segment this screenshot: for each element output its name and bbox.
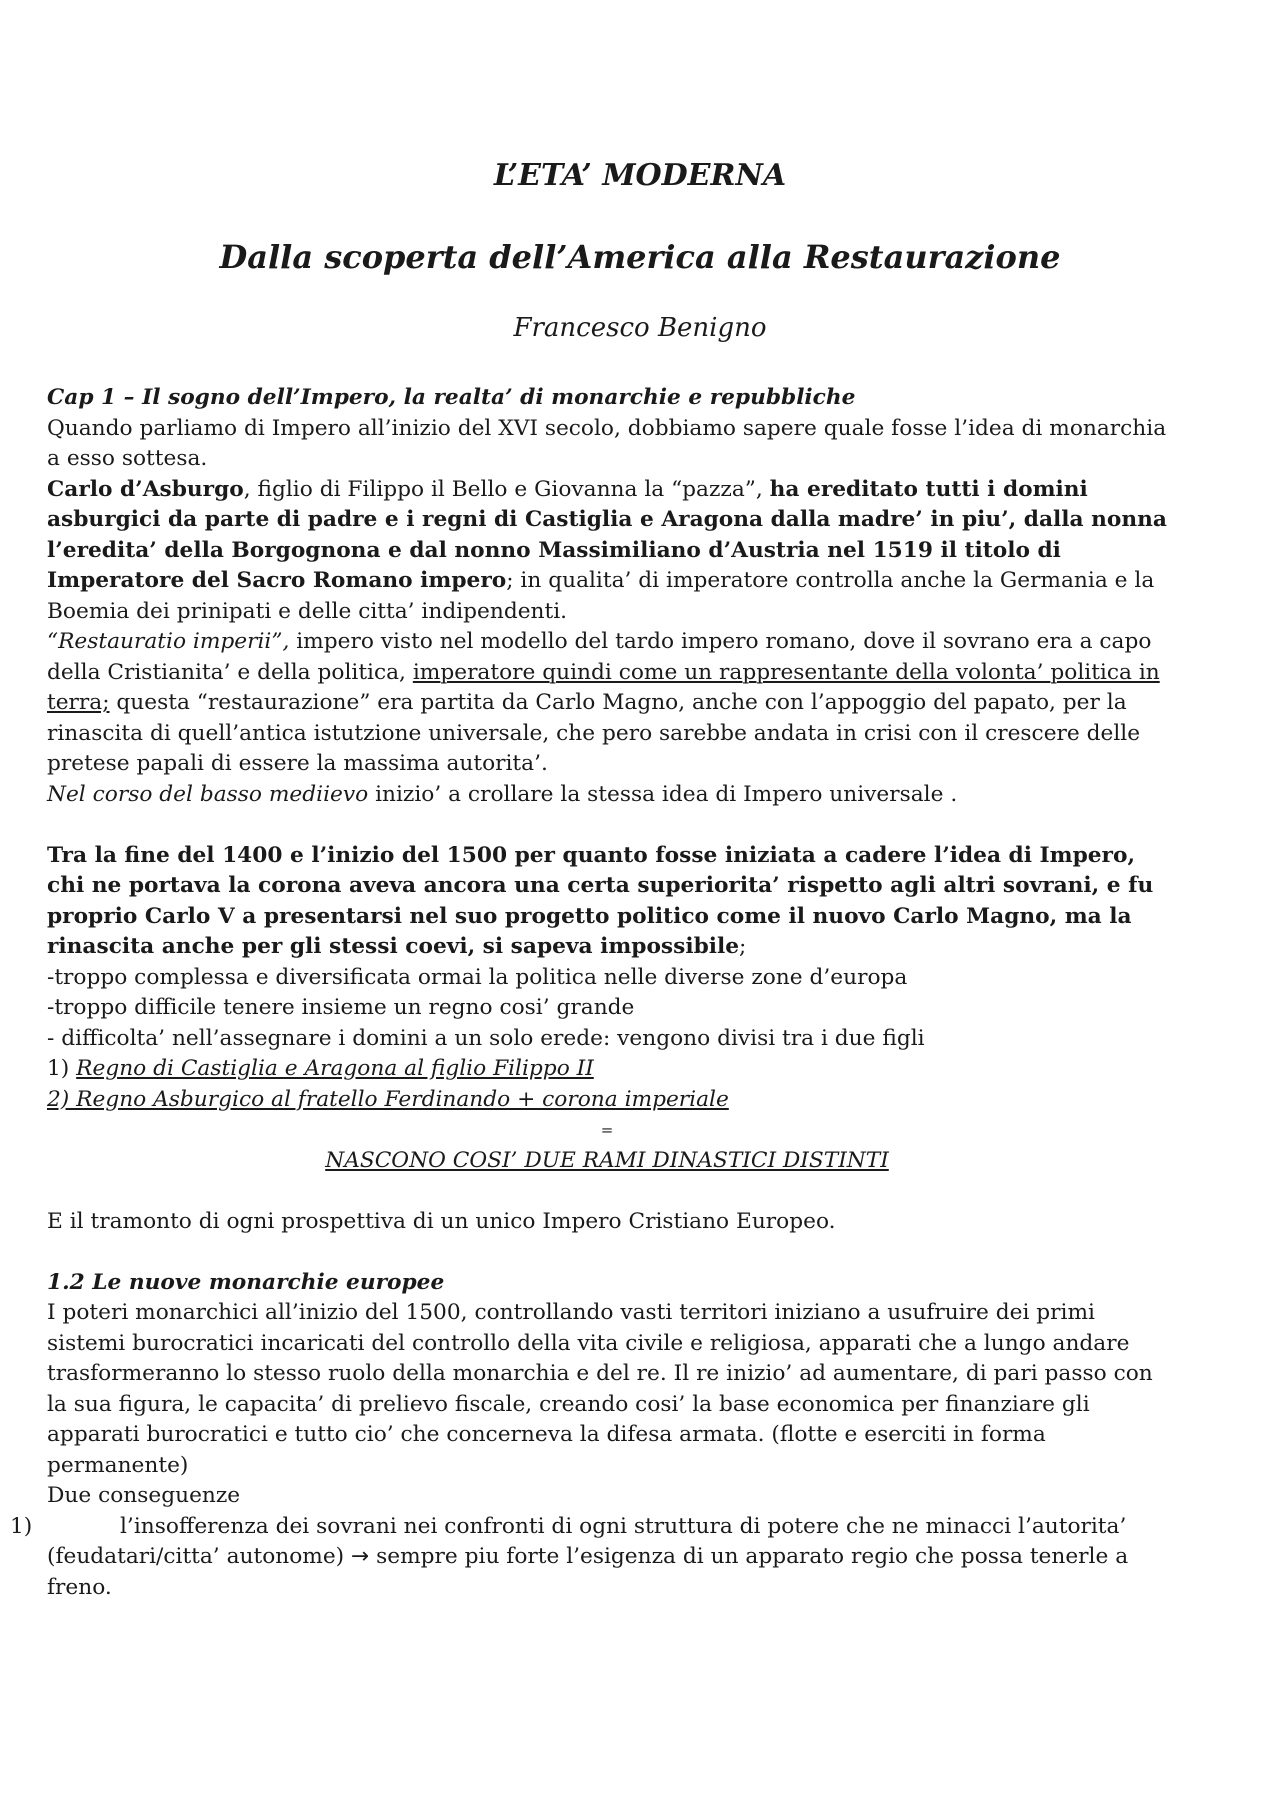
- chapter-heading: Cap 1 – Il sogno dell’Impero, la realta’ di monarchie e repubbliche: [47, 385, 856, 410]
- equals-sign: =: [600, 1121, 614, 1139]
- paragraph-basso-medioevo: [47, 780, 1167, 811]
- restauratio-text-1: impero visto nel modello del tardo impero romano, dove il sovrano era a capo della Cristianita’ e della politica,: [47, 629, 1152, 685]
- numbered-item-1: [47, 1054, 1167, 1085]
- consequence-item-1: [10, 1512, 1167, 1604]
- right-arrow-icon: →: [351, 1544, 370, 1569]
- dynastic-branches-note: NASCONO COSI’ DUE RAMI DINASTICI DISTINTI: [325, 1147, 889, 1173]
- restauratio-underlined: imperatore quindi come un rappresentante della volonta’ politica in terra;: [47, 659, 1160, 715]
- consequence-item-1-text-a: l’insofferenza dei sovrani nei confronti di ogni struttura di potere che ne minacci l’autorita’ (feudatari/citta’ autonome): [47, 1513, 1127, 1569]
- carlo-name: Carlo d’Asburgo: [47, 476, 244, 502]
- document-author: Francesco Benigno: [513, 313, 767, 343]
- list-item: -troppo complessa e diversificata ormai la politica nelle diverse zone d’europa: [47, 964, 908, 990]
- numbered-item-1-prefix: 1): [47, 1056, 77, 1081]
- restauratio-term: “Restauratio imperii”,: [47, 629, 290, 654]
- numbered-item-2: 2) Regno Asburgico al fratello Ferdinando + corona imperiale: [47, 1086, 729, 1112]
- paragraph-conseguenze: Due conseguenze: [47, 1483, 241, 1508]
- document-body: [10, 383, 1167, 1603]
- consequence-item-1-text-b: sempre piu forte l’esigenza di un apparato regio che possa tenerle a freno.: [47, 1544, 1129, 1600]
- consequence-item-1-marker: 1): [10, 1513, 33, 1539]
- list-item: -troppo difficile tenere insieme un regno cosi’ grande: [47, 995, 635, 1020]
- document-title: L’ETA’ MODERNA: [493, 158, 787, 193]
- basso-medioevo-text: inizio’ a crollare la stessa idea di Impero universale .: [368, 781, 958, 807]
- paragraph-carlo-v: [47, 841, 1167, 963]
- list-item: - difficolta’ nell’assegnare i domini a un solo erede: vengono divisi tra i due figli: [47, 1025, 925, 1051]
- carlo-text-1: , figlio di Filippo il Bello e Giovanna la “pazza”,: [243, 476, 770, 502]
- paragraph-restauratio: [47, 627, 1167, 780]
- restauratio-text-2: questa “restaurazione” era partita da Carlo Magno, anche con l’appoggio del papato, per la rinascita di quell’antica istutzione universale, che pero sarebbe andata in crisi con il crescere delle pretese papali di essere la massima autorita’.: [47, 690, 1141, 776]
- basso-medioevo-term: Nel corso del basso mediievo: [47, 781, 369, 807]
- consequence-item-1-text: [47, 1512, 1167, 1604]
- spacer: [47, 810, 1167, 841]
- carlo-v-semicolon: ;: [739, 934, 747, 959]
- numbered-item-1-text: Regno di Castiglia e Aragona al figlio Filippo II: [76, 1056, 594, 1081]
- paragraph-impero-intro: Quando parliamo di Impero all’inizio del XVI secolo, dobbiamo sapere quale fosse l’idea di monarchia a esso sottesa.: [47, 415, 1167, 471]
- document-subtitle: Dalla scoperta dell’America alla Restaurazione: [219, 238, 1061, 276]
- spacer: [47, 1176, 1167, 1207]
- paragraph-tramonto: E il tramonto di ogni prospettiva di un unico Impero Cristiano Europeo.: [47, 1208, 836, 1234]
- section-heading: 1.2 Le nuove monarchie europee: [47, 1269, 445, 1295]
- paragraph-carlo: [47, 475, 1167, 628]
- paragraph-monarchie: I poteri monarchici all’inizio del 1500, controllando vasti territori iniziano a usufruire dei primi sistemi burocratici incaricati del controllo della vita civile e religiosa, apparati che a lungo andare trasformeranno lo stesso ruolo della monarchia e del re. Il re inizio’ ad aumentare, di pari passo con la sua figura, le capacita’ di prelievo fiscale, creando cosi’ la base economica per finanziare gli apparati burocratici e tutto cio’ che concerneva la difesa armata. (flotte e eserciti in forma permanente): [47, 1300, 1153, 1478]
- carlo-text-2: ; in qualita’ di imperatore controlla anche la Germania e la Boemia dei prinipati e delle citta’ indipendenti.: [47, 568, 1155, 624]
- carlo-inheritance: ha ereditato tutti i domini asburgici da parte di padre e i regni di Castiglia e Aragona dalla madre’ in piu’, dalla nonna l’eredita’ della Borgognona e dal nonno Massimiliano d’Austria nel 1519 il titolo di Imperatore del Sacro Romano impero: [47, 476, 1167, 593]
- carlo-v-bold-text: Tra la fine del 1400 e l’inizio del 1500 per quanto fosse iniziata a cadere l’idea di Impero, chi ne portava la corona aveva ancora una certa superiorita’ rispetto agli altri sovrani, e fu proprio Carlo V a presentarsi nel suo progetto politico come il nuovo Carlo Magno, ma la rinascita anche per gli stessi coevi, si sapeva impossibile: [47, 842, 1154, 959]
- spacer: [47, 1237, 1167, 1268]
